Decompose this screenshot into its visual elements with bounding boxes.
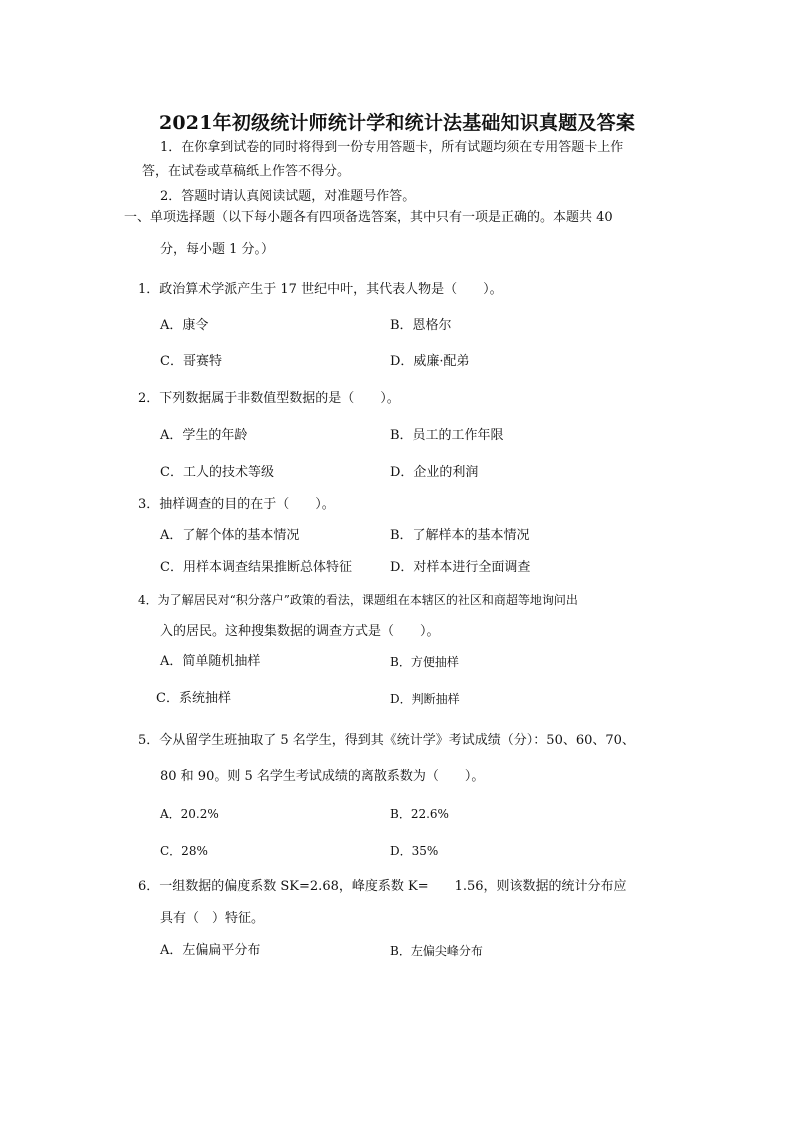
- section-heading: 分，每小题 1 分。）: [160, 242, 275, 257]
- instruction-line: 答，在试卷或草稿纸上作答不得分。: [142, 164, 351, 179]
- option-a: A．20.2%: [160, 807, 219, 821]
- option-c: C．哥赛特: [160, 354, 222, 369]
- option-a: A．左偏扁平分布: [160, 943, 261, 958]
- question-stem: 具有（ ）特征。: [160, 911, 265, 926]
- option-d: D．对样本进行全面调查: [390, 560, 531, 575]
- section-heading: 一、单项选择题（以下每小题各有四项备选答案，其中只有一项是正确的。本题共 40: [124, 210, 613, 225]
- option-b: B．了解样本的基本情况: [390, 528, 530, 543]
- option-a: A．了解个体的基本情况: [160, 528, 300, 543]
- question-stem: 入的居民。这种搜集数据的调查方式是（ ）。: [160, 624, 440, 639]
- question-stem: 6．一组数据的偏度系数 SK=2.68，峰度系数 K= 1.56，则该数据的统计分布应: [138, 879, 627, 894]
- option-b: B．方便抽样: [390, 655, 459, 669]
- question-stem: 80 和 90。则 5 名学生考试成绩的离散系数为（ ）。: [160, 769, 485, 784]
- option-c: C．系统抽样: [156, 691, 231, 706]
- option-d: D．判断抽样: [390, 692, 460, 706]
- option-b: B．22.6%: [390, 807, 449, 821]
- instruction-line: 1．在你拿到试卷的同时将得到一份专用答题卡，所有试题均须在专用答题卡上作: [160, 140, 624, 155]
- option-d: D．威廉·配弟: [390, 354, 470, 369]
- option-a: A．学生的年龄: [160, 428, 248, 443]
- option-b: B．员工的工作年限: [390, 428, 504, 443]
- question-stem: 2．下列数据属于非数值型数据的是（ ）。: [138, 391, 400, 406]
- question-stem: 4．为了解居民对“积分落户”政策的看法，课题组在本辖区的社区和商超等地询问出: [138, 593, 578, 607]
- instruction-line: 2．答题时请认真阅读试题，对准题号作答。: [160, 189, 416, 204]
- option-b: B．恩格尔: [390, 318, 452, 333]
- option-b: B．左偏尖峰分布: [390, 944, 483, 958]
- question-stem: 3．抽样调查的目的在于（ ）。: [138, 497, 335, 512]
- option-a: A．康令: [160, 318, 209, 333]
- option-c: C．用样本调查结果推断总体特征: [160, 560, 352, 575]
- option-d: D．企业的利润: [390, 465, 479, 480]
- document-title: 2021年初级统计师统计学和统计法基础知识真题及答案: [158, 112, 636, 134]
- option-c: C．工人的技术等级: [160, 465, 274, 480]
- option-a: A．简单随机抽样: [160, 654, 261, 669]
- question-stem: 1．政治算术学派产生于 17 世纪中叶，其代表人物是（ ）。: [138, 282, 503, 297]
- question-stem: 5．今从留学生班抽取了 5 名学生，得到其《统计学》考试成绩（分）：50、60、70、: [138, 733, 635, 748]
- option-d: D．35%: [390, 844, 439, 858]
- option-c: C．28%: [160, 844, 208, 858]
